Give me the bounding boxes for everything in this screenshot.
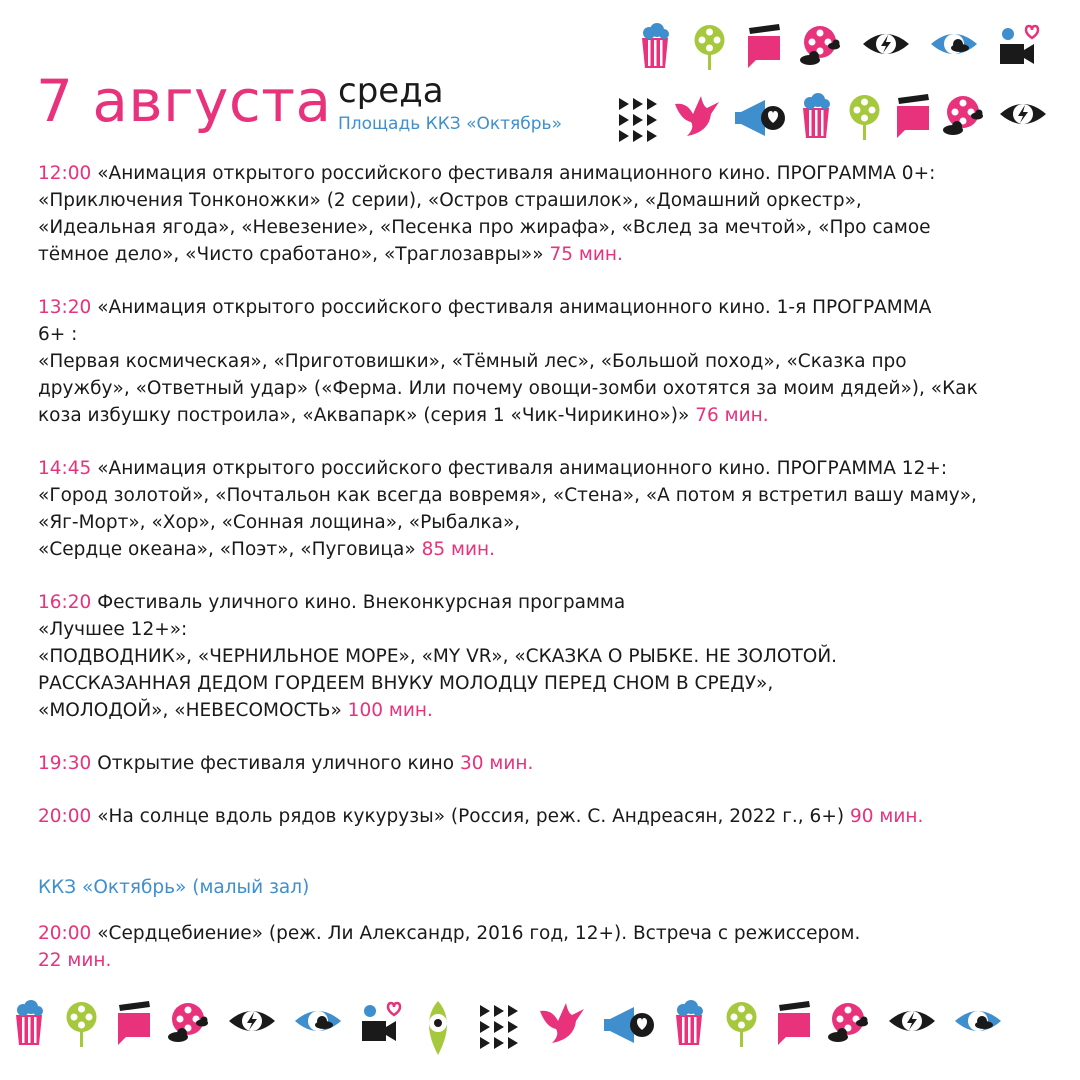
entry-line	[38, 160, 1048, 187]
entry-duration: 22 мин.	[38, 949, 112, 971]
entry-duration: 30 мин.	[459, 753, 534, 774]
eye-cloud-icon	[931, 34, 977, 54]
icon-strip-top	[630, 16, 1080, 76]
entry-line: «Приключения Тонконожки» (2 серии), «Остров страшилок», «Домашний оркестр»,	[38, 190, 862, 211]
film-reel-icon	[695, 25, 725, 70]
schedule-entry	[38, 750, 1048, 777]
entry-line	[38, 947, 1048, 974]
entry-text: «Анимация открытого российского фестиваля анимационного кино. ПРОГРАММА 12+:	[97, 458, 948, 479]
play-arrows-icon	[480, 1005, 518, 1049]
film-reel-cloud-icon	[828, 1003, 868, 1042]
entry-line	[38, 697, 1048, 724]
popcorn-icon	[16, 1000, 43, 1045]
entry-text: коза избушку построила», «Аквапарк» (серия 1 «Чик-Чирикино»)»	[38, 405, 690, 426]
entry-line	[38, 750, 1048, 777]
icon-strip-middle	[605, 88, 1080, 148]
eye-icon	[863, 34, 909, 54]
megaphone-icon	[604, 1007, 654, 1043]
page-title-date: 7 августа	[36, 67, 332, 135]
venue-name: Площадь ККЗ «Октябрь»	[338, 114, 562, 134]
icon-strip-bottom	[0, 995, 1080, 1061]
entry-line: «ПОДВОДНИК», «ЧЕРНИЛЬНОЕ МОРЕ», «MY VR», «СКАЗКА О РЫБКЕ. НЕ ЗОЛОТОЙ.	[38, 646, 838, 667]
entry-line: дружбу», «Ответный удар» («Ферма. Или почему овощи-зомби охотятся за моим дядей»), «Как	[38, 378, 978, 399]
entry-time: 20:00	[38, 922, 92, 944]
film-reel-cloud-icon	[168, 1003, 208, 1042]
megaphone-icon	[735, 100, 785, 136]
entry-text: «МОЛОДОЙ», «НЕВЕСОМОСТЬ»	[38, 700, 342, 721]
weekday: среда	[338, 71, 444, 111]
film-reel-icon	[67, 1002, 97, 1047]
clapperboard-icon	[897, 94, 929, 138]
entry-text: «Анимация открытого российского фестиваля анимационного кино. 1-я ПРОГРАММА	[97, 297, 932, 318]
entry-text: «На солнце вдоль рядов кукурузы» (Россия, реж. С. Андреасян, 2022 г., 6+)	[97, 806, 845, 827]
entry-line	[38, 294, 1048, 321]
film-reel-cloud-icon	[943, 96, 983, 135]
entry-time: 20:00	[38, 806, 92, 827]
film-reel-icon	[727, 1002, 757, 1047]
schedule-entry	[38, 803, 1048, 830]
camera-heart-icon	[362, 1003, 400, 1041]
entry-line	[38, 402, 1048, 429]
clapperboard-icon	[748, 24, 780, 68]
film-reel-icon	[850, 95, 880, 140]
entry-duration: 76 мин.	[695, 405, 769, 426]
entry-line: «Город золотой», «Почтальон как всегда вовремя», «Стена», «А потом я встретил вашу маму»,	[38, 485, 977, 506]
entry-line	[38, 803, 1048, 830]
entry-line: «Яг-Морт», «Хор», «Сонная лощина», «Рыбалка»,	[38, 512, 521, 533]
entry-duration: 100 мин.	[347, 700, 433, 721]
clapperboard-icon	[778, 1001, 810, 1045]
play-arrows-icon	[619, 98, 657, 142]
entry-line: 6+ :	[38, 324, 78, 345]
entry-duration: 75 мин.	[549, 244, 623, 265]
leaf-eye-icon	[429, 1001, 447, 1055]
clapperboard-icon	[118, 1001, 150, 1045]
entry-duration: 90 мин.	[849, 806, 924, 827]
bird-icon	[540, 1003, 584, 1043]
entry-line	[38, 455, 1048, 482]
entry-text: Открытие фестиваля уличного кино	[97, 753, 455, 774]
eye-icon	[1000, 104, 1046, 124]
popcorn-icon	[676, 1000, 703, 1045]
bird-icon	[675, 96, 719, 136]
entry-time: 14:45	[38, 458, 92, 479]
entry-text: «Сердцебиение» (реж. Ли Александр, 2016 год, 12+). Встреча с режиссером.	[97, 922, 861, 944]
entry-line	[38, 589, 1048, 616]
schedule-entry	[38, 920, 1048, 974]
entry-line: РАССКАЗАННАЯ ДЕДОМ ГОРДЕЕМ ВНУКУ МОЛОДЦУ ПЕРЕД СНОМ В СРЕДУ»,	[38, 673, 774, 694]
second-venue-name: ККЗ «Октябрь» (малый зал)	[38, 877, 310, 898]
eye-icon	[229, 1011, 275, 1031]
schedule-entry	[38, 589, 1048, 724]
entry-line	[38, 241, 1048, 268]
entry-time: 19:30	[38, 753, 92, 774]
film-reel-cloud-icon	[800, 26, 840, 65]
eye-icon	[889, 1011, 935, 1031]
entry-line: «Лучшее 12+»:	[38, 619, 188, 640]
popcorn-icon	[803, 93, 830, 138]
camera-heart-icon	[1000, 26, 1038, 64]
entry-line: «Первая космическая», «Приготовишки», «Тёмный лес», «Большой поход», «Сказка про	[38, 351, 907, 372]
entry-time: 16:20	[38, 592, 92, 613]
entry-text: Фестиваль уличного кино. Внеконкурсная программа	[97, 592, 626, 613]
eye-cloud-icon	[955, 1011, 1001, 1031]
entry-time: 13:20	[38, 297, 92, 318]
schedule-entry	[38, 455, 1048, 563]
popcorn-icon	[642, 23, 669, 68]
entry-time: 12:00	[38, 163, 92, 184]
entry-line	[38, 536, 1048, 563]
entry-duration: 85 мин.	[421, 539, 495, 560]
entry-line: «Идеальная ягода», «Невезение», «Песенка про жирафа», «Вслед за мечтой», «Про самое	[38, 217, 931, 238]
entry-text: «Анимация открытого российского фестиваля анимационного кино. ПРОГРАММА 0+:	[97, 163, 936, 184]
entry-text: «Сердце океана», «Поэт», «Пуговица»	[38, 539, 416, 560]
schedule-entry	[38, 294, 1048, 429]
schedule-entry	[38, 160, 1048, 268]
entry-line	[38, 920, 1048, 947]
schedule	[38, 160, 1048, 1000]
entry-text: тёмное дело», «Чисто сработано», «Траглозавры»»	[38, 244, 544, 265]
eye-cloud-icon	[295, 1011, 341, 1031]
